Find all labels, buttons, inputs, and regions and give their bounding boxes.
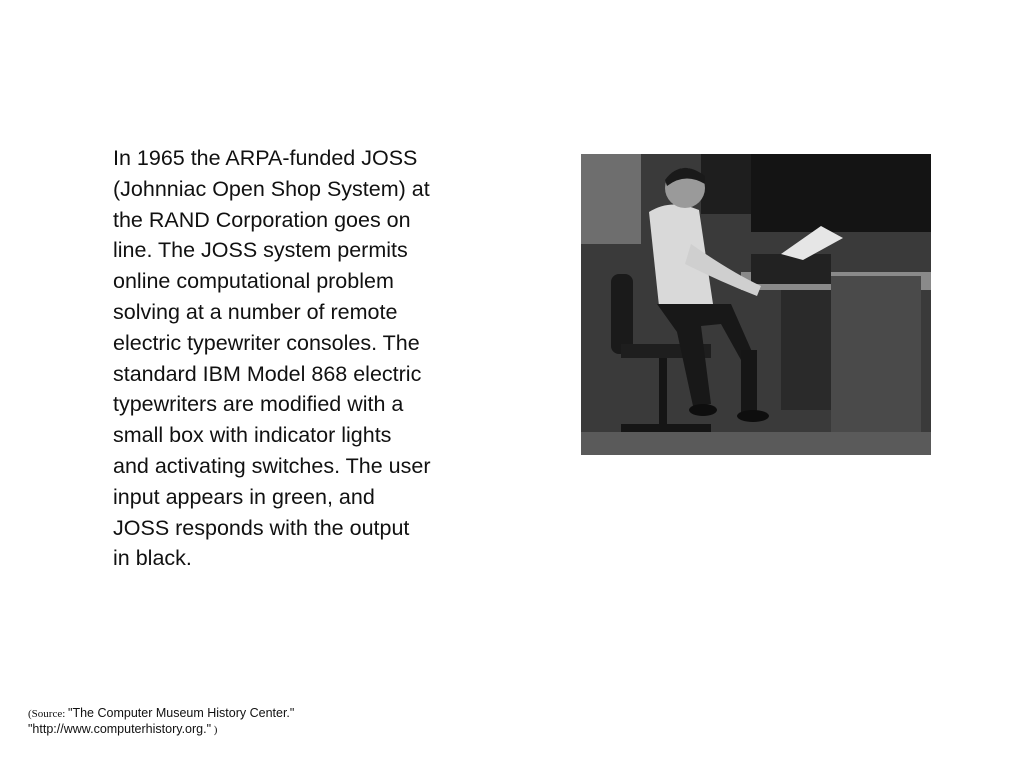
photo-window bbox=[581, 154, 641, 244]
body-line: and activating switches. The user bbox=[113, 453, 431, 478]
body-line: JOSS responds with the output bbox=[113, 515, 410, 540]
body-line: standard IBM Model 868 electric bbox=[113, 361, 422, 386]
photo-panel bbox=[701, 154, 751, 214]
body-line: electric typewriter consoles. The bbox=[113, 330, 420, 355]
source-label: Source: bbox=[31, 708, 69, 720]
source-url: "http://www.computerhistory.org." bbox=[28, 722, 212, 736]
body-line: line. The JOSS system permits bbox=[113, 238, 408, 263]
photo-chair-base bbox=[621, 424, 711, 432]
source-open-paren: ( bbox=[28, 708, 32, 720]
photo-cabinet bbox=[831, 276, 921, 455]
photo-desk-leg bbox=[781, 290, 831, 410]
body-line: typewriters are modified with a bbox=[113, 392, 404, 417]
photo-person-leg bbox=[741, 350, 757, 412]
body-line: online computational problem bbox=[113, 269, 394, 294]
source-line-2 bbox=[28, 722, 428, 738]
photo-floor bbox=[581, 432, 931, 455]
photo-chair-back bbox=[611, 274, 633, 354]
source-citation bbox=[28, 706, 428, 738]
body-line: in black. bbox=[113, 546, 192, 571]
source-line-1 bbox=[28, 706, 428, 722]
body-line: the RAND Corporation goes on bbox=[113, 207, 411, 232]
body-text bbox=[113, 143, 498, 574]
body-line: small box with indicator lights bbox=[113, 423, 392, 448]
photo-blackboard bbox=[751, 154, 931, 232]
photo-chair-post bbox=[659, 358, 667, 428]
source-close-paren: ) bbox=[211, 724, 218, 736]
photo-person-shoe bbox=[689, 404, 717, 416]
photo-person-shoe bbox=[737, 410, 769, 422]
historical-photo bbox=[581, 154, 931, 455]
body-line: input appears in green, and bbox=[113, 484, 375, 509]
photo-typewriter bbox=[751, 254, 831, 284]
photo-illustration bbox=[581, 154, 931, 455]
body-line: (Johnniac Open Shop System) at bbox=[113, 176, 430, 201]
source-title: "The Computer Museum History Center." bbox=[68, 706, 295, 720]
body-line: In 1965 the ARPA-funded JOSS bbox=[113, 146, 418, 170]
body-line: solving at a number of remote bbox=[113, 299, 398, 324]
